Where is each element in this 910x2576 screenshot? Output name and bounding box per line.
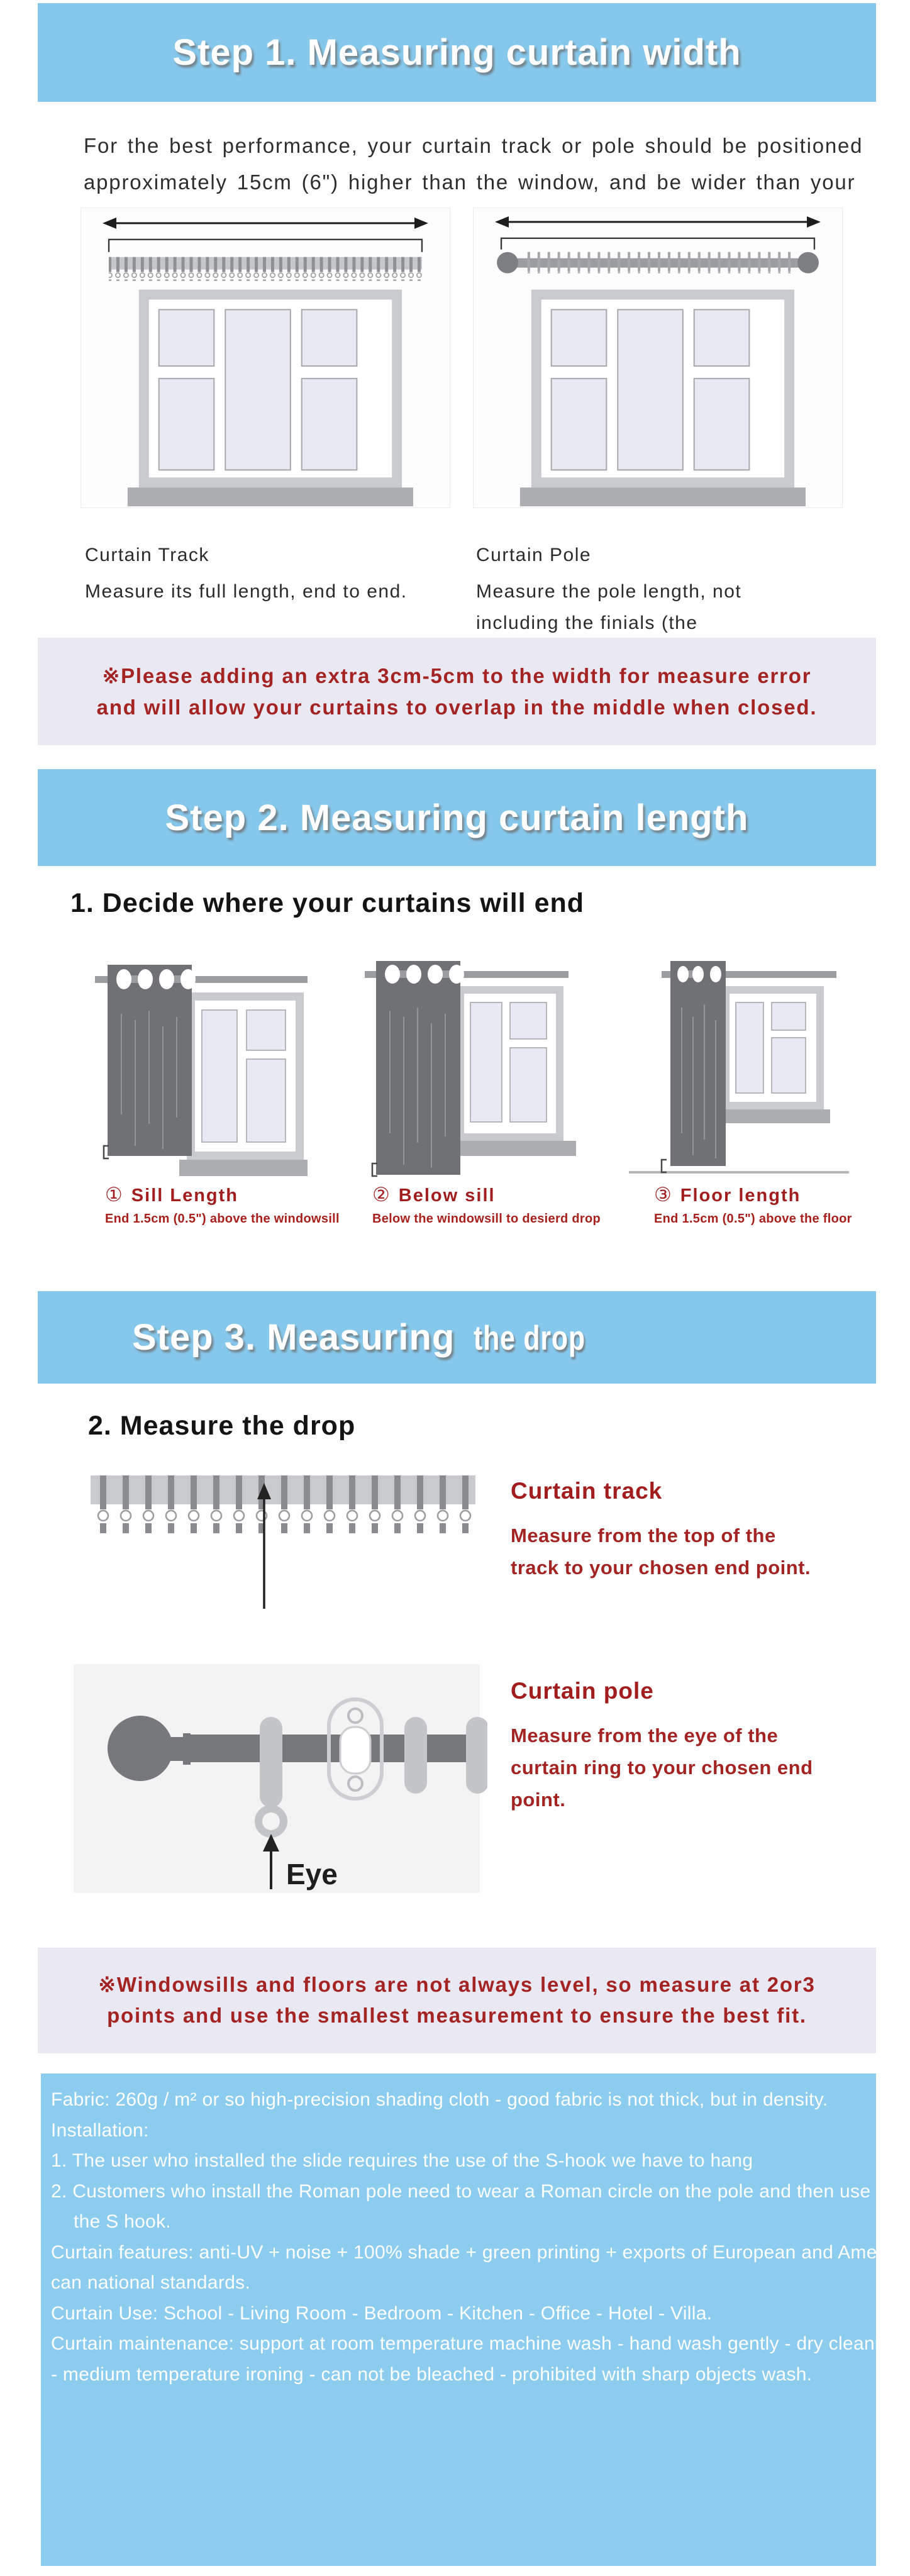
- finial-ball: [108, 1716, 173, 1781]
- curtain-track-line2: track to your chosen end point.: [511, 1557, 811, 1579]
- figure-title: Floor length: [680, 1185, 801, 1206]
- sill-length-graphic: [91, 957, 311, 1179]
- windowsill: [520, 487, 806, 506]
- curtain-pole-instructions: [511, 1678, 888, 1816]
- step3-title-main: Step 3. Measuring: [132, 1317, 455, 1358]
- step3-title-sub: the drop: [474, 1318, 586, 1357]
- right-finial: [797, 252, 819, 274]
- window-graphic: [187, 992, 304, 1160]
- pole-drop-graphic: [60, 1648, 487, 1896]
- info-install-step2b: the S hook.: [74, 2211, 172, 2232]
- left-finial: [497, 252, 518, 274]
- floor-length-graphic: [629, 957, 849, 1179]
- figure-number: ①: [105, 1184, 124, 1206]
- step3-header-band: [38, 1291, 876, 1384]
- width-measure-note: [38, 638, 876, 745]
- curtain-track-graphic: [109, 257, 422, 281]
- grommets: [677, 966, 721, 982]
- info-install-step1: 1. The user who installed the slide requires the use of the S-hook we have to hang: [51, 2150, 753, 2171]
- measure-bracket: [501, 238, 814, 250]
- width-note-line2: and will allow your curtains to overlap in the middle when closed.: [96, 696, 818, 719]
- info-installation: Installation:: [51, 2119, 149, 2141]
- step1-header-band: [38, 3, 876, 102]
- figure-below-sill: [365, 957, 601, 1226]
- windowsill: [179, 1160, 308, 1176]
- figure-number: ③: [654, 1184, 673, 1206]
- curtain-panel: [108, 965, 196, 1156]
- step2-header-band: [38, 769, 876, 866]
- curtain-pole-line1: Measure from the eye of the: [511, 1724, 779, 1746]
- level-measure-note: [38, 1948, 876, 2053]
- figure-title: Sill Length: [131, 1185, 239, 1206]
- curtain-pole-caption-title: Curtain Pole: [476, 545, 592, 565]
- track-drop-figure: [69, 1465, 497, 1613]
- window-graphic: [457, 986, 563, 1141]
- width-arrow: [495, 216, 821, 228]
- level-note-line1: ※Windowsills and floors are not always level, so measure at 2or3: [98, 1973, 816, 1996]
- figure-subtitle: End 1.5cm (0.5") above the floor: [654, 1212, 852, 1226]
- curtain-pole-caption: [476, 545, 879, 639]
- info-features-cont: can national standards.: [51, 2272, 251, 2293]
- info-maintenance-cont: - medium temperature ironing - can not be bleached - prohibited with sharp objects wash.: [51, 2363, 813, 2385]
- window-graphic: [520, 289, 806, 506]
- below-sill-caption: [372, 1184, 601, 1226]
- length-bracket: [662, 1160, 667, 1172]
- curtain-pole-graphic: [497, 252, 819, 274]
- curtain-pole-heading: Curtain pole: [511, 1678, 654, 1704]
- info-install-step2: 2. Customers who install the Roman pole need to wear a Roman circle on the pole and then use: [51, 2180, 871, 2202]
- figure-floor-length: [629, 957, 852, 1226]
- curtain-track-window-graphic: [81, 208, 450, 508]
- info-features: Curtain features: anti-UV + noise + 100% shade + green printing + exports of European and Ameri-: [51, 2241, 895, 2263]
- curtain-panel: [376, 961, 464, 1175]
- width-note-line1: ※Please adding an extra 3cm-5cm to the width for measure error: [102, 664, 812, 687]
- intro-paragraph: [84, 128, 863, 201]
- windowsill: [448, 1141, 576, 1156]
- decide-end-heading: 1. Decide where your curtains will end: [70, 888, 585, 918]
- step2-title: Step 2. Measuring curtain length: [165, 797, 749, 838]
- curtain-track-line1: Measure from the top of the: [511, 1524, 776, 1546]
- info-maintenance: Curtain maintenance: support at room temperature machine wash - hand wash gently - dry cleaning: [51, 2333, 901, 2354]
- eye-ring: [258, 1809, 284, 1834]
- below-sill-graphic: [365, 957, 585, 1179]
- eye-label: Eye: [286, 1858, 338, 1890]
- intro-line-1: For the best performance, your curtain track or pole should be positioned: [84, 134, 863, 157]
- curtain-panel: [670, 961, 726, 1166]
- track-drop-graphic: [69, 1465, 497, 1613]
- window-graphic: [128, 289, 413, 506]
- level-note-line2: points and use the smallest measurement to ensure the best fit.: [107, 2004, 807, 2027]
- curtain-track-instructions: [511, 1478, 888, 1584]
- windowsill: [714, 1109, 830, 1123]
- track-gliders: [91, 1475, 475, 1533]
- curtain-ring: [404, 1717, 427, 1794]
- figure-subtitle: Below the windowsill to desierd drop: [372, 1212, 601, 1226]
- curtain-track-caption: [85, 545, 462, 608]
- info-fabric: Fabric: 260g / m² or so high-precision shading cloth - good fabric is not thick, but in density.: [51, 2089, 828, 2110]
- figure-number: ②: [372, 1184, 391, 1206]
- curtain-track-heading: Curtain track: [511, 1478, 663, 1504]
- figure-title: Below sill: [398, 1185, 496, 1206]
- info-use: Curtain Use: School - Living Room - Bedroom - Kitchen - Office - Hotel - Villa.: [51, 2302, 713, 2324]
- intro-line-2: approximately 15cm (6") higher than the window, and be wider than your: [84, 170, 856, 194]
- curtain-track-caption-line: Measure its full length, end to end.: [85, 581, 408, 602]
- measure-drop-heading: 2. Measure the drop: [88, 1411, 356, 1441]
- figure-subtitle: End 1.5cm (0.5") above the windowsill: [105, 1212, 340, 1226]
- curtain-pole-window-graphic: [474, 208, 842, 508]
- curtain-ring-partial: [466, 1717, 487, 1794]
- sill-length-caption: [105, 1184, 340, 1226]
- curtain-pole-line3: point.: [511, 1789, 566, 1811]
- figure-sill-length: [91, 957, 340, 1226]
- width-arrow: [103, 218, 428, 229]
- curtain-ring-with-eye: [258, 1717, 284, 1834]
- measure-bracket: [109, 240, 422, 252]
- curtain-pole-line2: curtain ring to your chosen end: [511, 1757, 813, 1779]
- step1-title: Step 1. Measuring curtain width: [172, 32, 741, 73]
- floor-length-caption: [654, 1184, 852, 1226]
- curtain-pole-diagram-panel: [473, 208, 843, 508]
- curtain-pole-caption-line2: including the finials (the: [476, 613, 698, 633]
- product-info-box: [41, 2074, 901, 2566]
- curtain-pole-caption-line1: Measure the pole length, not: [476, 581, 742, 602]
- pole-drop-figure: [60, 1648, 487, 1896]
- curtain-track-caption-title: Curtain Track: [85, 545, 209, 565]
- window-graphic: [722, 986, 824, 1109]
- curtain-track-diagram-panel: [80, 208, 450, 508]
- windowsill: [128, 487, 413, 506]
